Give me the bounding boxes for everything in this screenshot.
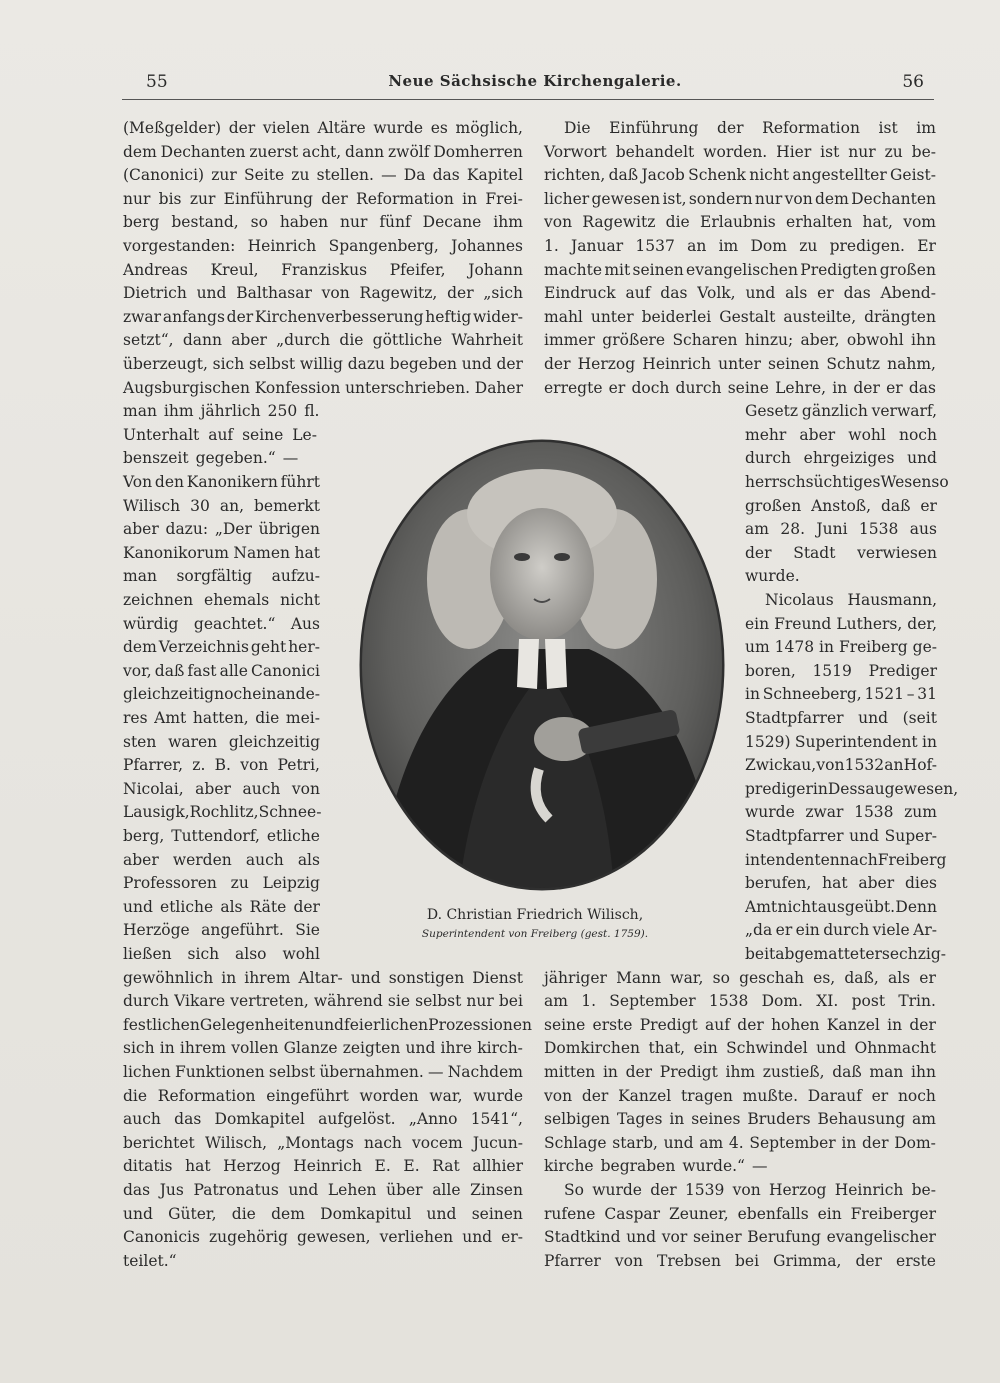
text-line: Pfarrer, z. B. von Petri, xyxy=(123,756,320,775)
header-rule xyxy=(122,99,934,100)
text-line: nur bis zur Einführung der Reformation in Frei- xyxy=(123,189,523,208)
text-line: Vorwort behandelt worden. Hier ist nur zu be- xyxy=(544,142,936,161)
text-line: Stadtpfarrer und Super- xyxy=(745,827,937,845)
text-line: vor, daß fast alle Canonici xyxy=(123,661,320,680)
text-line: Domkirchen that, ein Schwindel und Ohnmacht xyxy=(544,1039,936,1058)
text-line: Von den Kanonikern führt xyxy=(123,473,320,491)
portrait-caption-title: Superintendent von Freiberg (gest. 1759). xyxy=(421,928,649,940)
text-line: Herzöge angeführt. Sie xyxy=(123,921,320,940)
text-line: sten waren gleichzeitig xyxy=(123,732,320,751)
text-line: Gesetz gänzlich verwarf, xyxy=(745,402,937,421)
text-line: aber dazu: „Der übrigen xyxy=(123,520,320,539)
text-line: ließen sich also wohl xyxy=(123,945,320,963)
text-line: am 28. Juni 1538 aus xyxy=(745,520,937,539)
text-line: Pfarrer von Trebsen bei Grimma, der erste xyxy=(544,1251,936,1270)
running-title: Neue Sächsische Kirchengalerie. xyxy=(388,72,682,90)
text-line: richten, daß Jacob Schenk nicht angestellter Geist- xyxy=(544,166,936,185)
text-line: lichen Funktionen selbst übernahmen. — Nachdem xyxy=(123,1063,523,1081)
text-line: sich in ihrem vollen Glanze zeigten und ihre kirch- xyxy=(123,1039,523,1058)
text-line: Andreas Kreul, Franziskus Pfeifer, Johann xyxy=(123,260,523,279)
text-line: großen Anstoß, daß er xyxy=(745,496,937,515)
text-line: man ihm jährlich 250 fl. xyxy=(123,402,320,421)
text-line: (Meßgelder) der vielen Altäre wurde es möglich, xyxy=(123,119,523,137)
text-line: wurde. xyxy=(745,567,800,586)
text-line: boren, 1519 Prediger xyxy=(745,661,937,680)
text-line: kirche begraben wurde.“ — xyxy=(544,1157,768,1176)
text-line: „da er ein durch viele Ar- xyxy=(745,921,937,940)
text-line: um 1478 in Freiberg ge- xyxy=(745,638,937,657)
text-line: ein Freund Luthers, der, xyxy=(745,614,937,633)
text-line: zwar anfangs der Kirchenverbesserung heftig wider- xyxy=(123,307,523,326)
text-line: ditatis hat Herzog Heinrich E. E. Rat allhier xyxy=(123,1157,523,1176)
text-line: Stadtkind und vor seiner Berufung evangelischer xyxy=(544,1228,936,1247)
text-line: berufen, hat aber dies xyxy=(745,874,937,893)
text-line: benszeit gegeben.“ — xyxy=(123,449,299,468)
text-line: Eindruck auf das Volk, und als er das Abend- xyxy=(544,284,936,303)
text-line: prediger in Dessau gewesen, xyxy=(745,779,959,798)
text-line: am 1. September 1538 Dom. XI. post Trin. xyxy=(544,992,936,1011)
text-line: in Schneeberg, 1521 – 31 xyxy=(745,685,937,704)
text-line: durch Vikare vertreten, während sie selbst nur bei xyxy=(123,992,523,1011)
text-line: von Ragewitz die Erlaubnis erhalten hat, vom xyxy=(544,213,936,232)
text-line: (Canonici) zur Seite zu stellen. — Da das Kapitel xyxy=(123,166,523,185)
text-line: überzeugt, sich selbst willig dazu begeben und der xyxy=(123,355,523,373)
text-line: die Reformation eingeführt worden war, wurde xyxy=(123,1086,523,1105)
text-line: man sorgfältig aufzu- xyxy=(123,567,320,586)
text-line: Unterhalt auf seine Le- xyxy=(123,425,317,444)
text-line: berg bestand, so haben nur fünf Decane ihm xyxy=(123,213,523,232)
text-line: und Güter, die dem Domkapitul und seinen xyxy=(123,1204,523,1223)
text-line: Schlage starb, und am 4. September in der Dom- xyxy=(544,1133,936,1152)
text-line: res Amt hatten, die mei- xyxy=(123,709,320,727)
text-line: Canonicis zugehörig gewesen, verliehen und er- xyxy=(123,1228,523,1247)
text-line: Dietrich und Balthasar von Ragewitz, der „sich xyxy=(123,284,523,303)
text-line: mehr aber wohl noch xyxy=(745,425,937,444)
text-line: rufene Caspar Zeuner, ebenfalls ein Freiberger xyxy=(544,1204,936,1223)
text-line: 1. Januar 1537 an im Dom zu predigen. Er xyxy=(544,237,936,255)
text-line: dem Verzeichnis geht her- xyxy=(123,638,320,657)
text-line: der Stadt verwiesen xyxy=(745,543,937,562)
text-line: setzt“, dann aber „durch die göttliche Wahrheit xyxy=(123,331,523,350)
text-line: aber werden auch als xyxy=(123,850,320,869)
text-line: und etliche als Räte der xyxy=(123,897,320,916)
text-line: Wilisch 30 an, bemerkt xyxy=(123,496,320,515)
text-line: mitten in der Predigt ihm zustieß, daß man ihn xyxy=(544,1063,936,1081)
text-line: auch das Domkapitel aufgelöst. „Anno 1541“, xyxy=(123,1110,523,1129)
text-line: Nicolai, aber auch von xyxy=(123,779,320,798)
text-line: Kanonikorum Namen hat xyxy=(123,543,320,562)
text-line: vorgestanden: Heinrich Spangenberg, Johannes xyxy=(123,237,523,255)
text-line: seine erste Predigt auf der hohen Kanzel in der xyxy=(544,1015,936,1034)
text-line: jähriger Mann war, so geschah es, daß, als er xyxy=(544,968,936,987)
text-line: das Jus Patronatus und Lehen über alle Zinsen xyxy=(123,1181,523,1199)
text-line: von der Kanzel tragen mußte. Darauf er noch xyxy=(544,1086,936,1105)
text-line: der Herzog Heinrich unter seinen Schutz nahm, xyxy=(544,355,936,373)
portrait-engraving xyxy=(359,439,725,891)
text-line: berichtet Wilisch, „Montags nach vocem Jucun- xyxy=(123,1133,523,1152)
text-line: beit abgematteter sechzig- xyxy=(745,945,946,963)
text-line: berg, Tuttendorf, etliche xyxy=(123,827,320,845)
text-line: teilet.“ xyxy=(123,1251,177,1270)
page-number-left: 55 xyxy=(146,72,168,92)
text-line: So wurde der 1539 von Herzog Heinrich be- xyxy=(564,1181,936,1199)
text-line: durch ehrgeiziges und xyxy=(745,449,937,468)
text-line: machte mit seinen evangelischen Predigten großen xyxy=(544,260,936,279)
text-line: würdig geachtet.“ Aus xyxy=(123,614,320,633)
text-line: mahl unter beiderlei Gestalt austeilte, drängten xyxy=(544,307,936,326)
text-line: wurde zwar 1538 zum xyxy=(745,803,937,822)
text-line: gewöhnlich in ihrem Altar- und sonstigen Dienst xyxy=(123,968,523,987)
text-line: intendenten nach Freiberg xyxy=(745,850,947,869)
text-line: Professoren zu Leipzig xyxy=(123,874,320,893)
text-line: Nicolaus Hausmann, xyxy=(765,591,937,609)
text-line: immer größere Scharen hinzu; aber, obwohl ihn xyxy=(544,331,936,350)
text-line: selbigen Tages in seines Bruders Behausung am xyxy=(544,1110,936,1129)
text-line: festlichen Gelegenheiten und feierlichen Prozessionen xyxy=(123,1015,533,1034)
portrait-image xyxy=(359,439,725,891)
page-number-right: 56 xyxy=(902,72,924,92)
text-line: herrschsüchtiges Wesen so xyxy=(745,473,949,491)
text-line: erregte er doch durch seine Lehre, in der er das xyxy=(544,378,936,397)
text-line: Lausigk, Rochlitz, Schnee- xyxy=(123,803,322,822)
text-line: Zwickau, von 1532 an Hof- xyxy=(745,756,937,775)
text-line: gleichzeitig noch ein ande- xyxy=(123,685,320,704)
text-line: Stadtpfarrer und (seit xyxy=(745,709,937,727)
portrait-caption-name: D. Christian Friedrich Wilisch, xyxy=(426,907,644,923)
text-line: 1529) Superintendent in xyxy=(745,732,937,751)
text-line: Amt nicht ausgeübt. Denn xyxy=(745,897,937,916)
text-line: Die Einführung der Reformation ist im xyxy=(564,119,936,137)
running-header xyxy=(140,70,930,100)
text-line: licher gewesen ist, sondern nur von dem Dechanten xyxy=(544,189,936,208)
text-line: dem Dechanten zuerst acht, dann zwölf Domherren xyxy=(123,142,523,161)
text-line: Augsburgischen Konfession unterschrieben. Daher xyxy=(123,378,523,397)
text-line: zeichnen ehemals nicht xyxy=(123,591,320,609)
